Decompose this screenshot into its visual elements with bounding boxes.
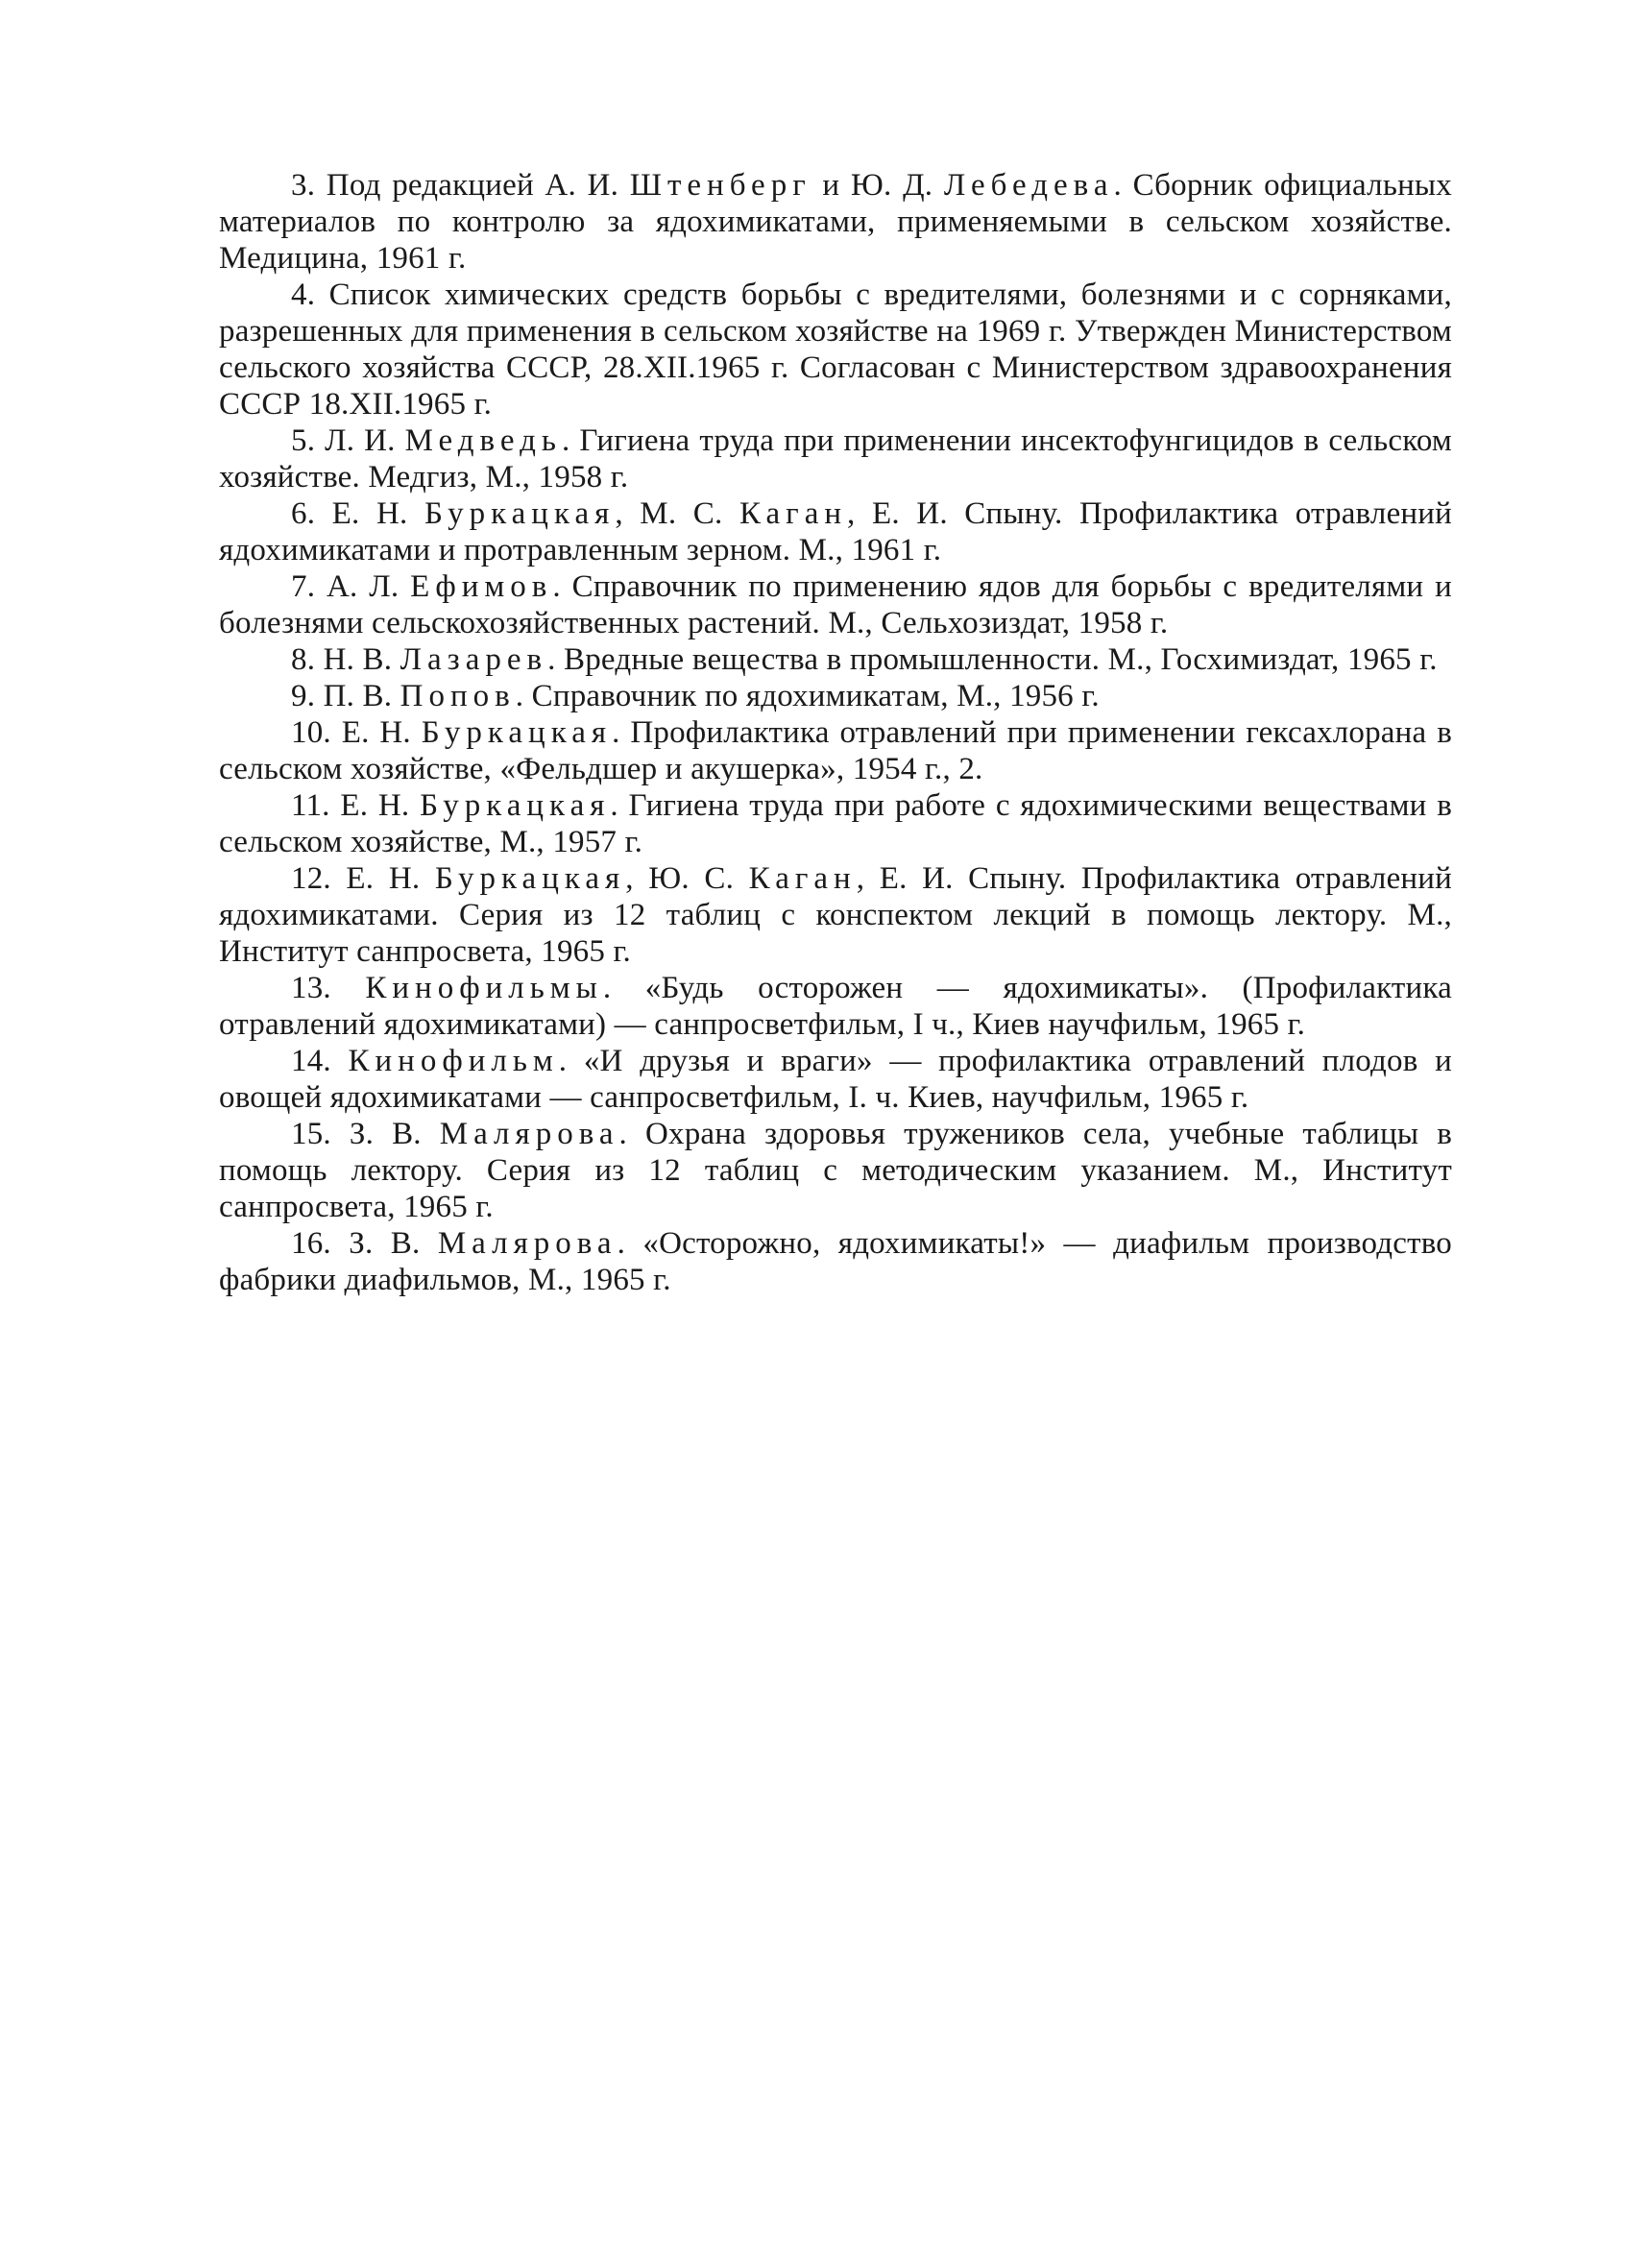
author-name: Каган bbox=[748, 861, 857, 896]
reference-number: 16. bbox=[291, 1226, 331, 1261]
reference-7: 7. А. Л. Ефимов. Справочник по применению ядов для борьбы с вредителями и болезнями сельскохозяйственных растений. М., Сельхозиздат, 1958 г. bbox=[219, 569, 1452, 640]
reference-9: 9. П. В. Попов. Справочник по ядохимикатам, М., 1956 г. bbox=[291, 679, 1100, 713]
reference-4: 4. Список химических средств борьбы с вредителями, болезнями и с сорняками, разрешенных для применения в сельском хозяйстве на 1969 г. Утвержден Министерством сельского хозяйства СССР, 28.XII.1965 г. Согласован с Министерством здравоохранения СССР 18.XII.1965 г. bbox=[219, 277, 1452, 422]
reference-number: 8. bbox=[291, 642, 316, 677]
author-name: Буркацкая bbox=[421, 715, 613, 750]
author-name: Попов bbox=[400, 679, 516, 713]
author-name: Буркацкая bbox=[424, 496, 616, 531]
reference-11: 11. Е. Н. Буркацкая. Гигиена труда при работе с ядохимическими веществами в сельском хозяйстве, М., 1957 г. bbox=[219, 788, 1453, 859]
author-name: Лазарев bbox=[400, 642, 548, 677]
author-name: Каган bbox=[739, 496, 848, 531]
references-page bbox=[219, 167, 1452, 1298]
author-name: Ефимов bbox=[410, 569, 553, 604]
reference-number: 11. bbox=[291, 788, 330, 823]
reference-5: 5. Л. И. Медведь. Гигиена труда при применении инсектофунгицидов в сельском хозяйстве. Медгиз, М., 1958 г. bbox=[219, 423, 1452, 495]
author-name: Малярова bbox=[437, 1226, 618, 1261]
reference-number: 13. bbox=[291, 971, 331, 1005]
author-name: Кинофильмы bbox=[365, 971, 603, 1005]
reference-14: 14. Кинофильм. «И друзья и враги» — профилактика отравлений плодов и овощей ядохимикатами — санпросветфильм, I. ч. Киев, научфильм, 1965 г. bbox=[219, 1044, 1452, 1115]
reference-number: 12. bbox=[291, 861, 331, 896]
reference-3: 3. Под редакцией А. И. Штенберг и Ю. Д. Лебедева. Сборник официальных материалов по контролю за ядохимикатами, применяемыми в сельском хозяйстве. Медицина, 1961 г. bbox=[219, 168, 1453, 276]
reference-number: 9. bbox=[291, 679, 316, 713]
reference-number: 7. bbox=[291, 569, 316, 604]
reference-number: 10. bbox=[291, 715, 331, 750]
reference-6: 6. Е. Н. Буркацкая, М. С. Каган, Е. И. Спыну. Профилактика отравлений ядохимикатами и протравленным зерном. М., 1961 г. bbox=[219, 496, 1453, 567]
reference-number: 5. bbox=[291, 423, 316, 458]
reference-number: 6. bbox=[291, 496, 316, 531]
author-name: Медведь bbox=[404, 423, 562, 458]
reference-12: 12. Е. Н. Буркацкая, Ю. С. Каган, Е. И. Спыну. Профилактика отравлений ядохимикатами. Серия из 12 таблиц с конспектом лекций в помощь лектору. М., Институт санпросвета, 1965 г. bbox=[219, 861, 1453, 969]
reference-16: 16. З. В. Малярова. «Осторожно, ядохимикаты!» — диафильм производство фабрики диафильмов, М., 1965 г. bbox=[219, 1226, 1452, 1297]
author-name: Лебедева bbox=[943, 168, 1114, 203]
reference-15: 15. З. В. Малярова. Охрана здоровья тружеников села, учебные таблицы в помощь лектору. Серия из 12 таблиц с методическим указанием. М., Институт санпросвета, 1965 г. bbox=[219, 1117, 1452, 1224]
reference-number: 4. bbox=[291, 277, 316, 312]
author-name: Буркацкая bbox=[434, 861, 626, 896]
reference-13: 13. Кинофильмы. «Будь осторожен — ядохимикаты». (Профилактика отравлений ядохимикатами) — санпросветфильм, I ч., Киев научфильм, 1965 г. bbox=[219, 971, 1452, 1042]
reference-10: 10. Е. Н. Буркацкая. Профилактика отравлений при применении гексахлорана в сельском хозяйстве, «Фельдшер и акушерка», 1954 г., 2. bbox=[219, 715, 1453, 786]
reference-number: 15. bbox=[291, 1117, 331, 1151]
author-name: Штенберг bbox=[629, 168, 811, 203]
reference-number: 14. bbox=[291, 1044, 331, 1078]
author-name: Буркацкая bbox=[420, 788, 611, 823]
reference-8: 8. Н. В. Лазарев. Вредные вещества в промышленности. М., Госхимиздат, 1965 г. bbox=[291, 642, 1438, 677]
author-name: Кинофильм bbox=[348, 1044, 559, 1078]
author-name: Малярова bbox=[439, 1117, 619, 1151]
reference-number: 3. bbox=[291, 168, 316, 203]
